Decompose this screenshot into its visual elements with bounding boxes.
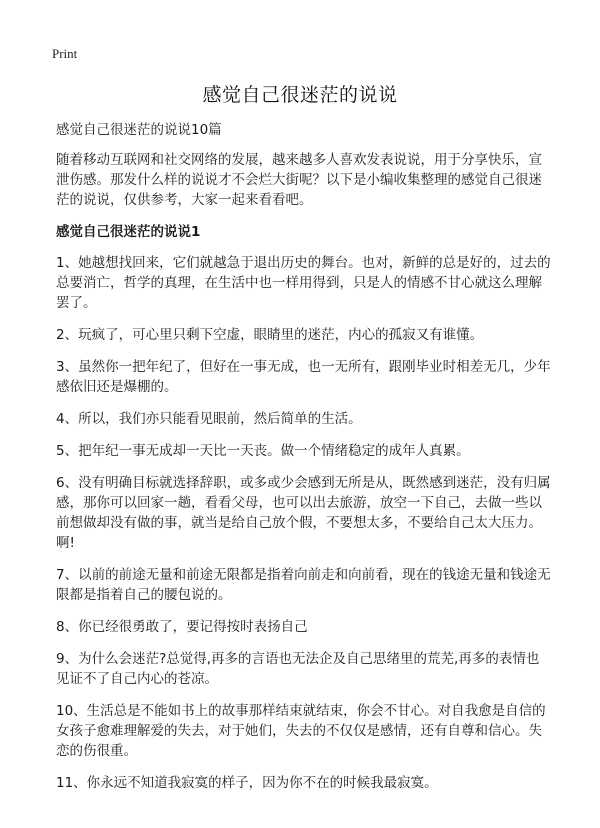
- list-item: 10、生活总是不能如书上的故事那样结束就结束，你会不甘心。对自我愈是自信的女孩子愈难理解爱的失去，对于她们，失去的不仅仅是感情，还有自尊和信心。失恋的伤很重。: [56, 703, 546, 759]
- list-item: 6、没有明确目标就选择辞职，或多或少会感到无所是从，既然感到迷茫，没有归属感，那你可以回家一趟，看看父母，也可以出去旅游，放空一下自己，去做一些以前想做却没有做的事，就当是给自己放个假，不要想太多，不要给自己太大压力。啊!: [56, 475, 551, 551]
- list-item: 5、把年纪一事无成却一天比一天丧。做一个情绪稳定的成年人真累。: [56, 443, 470, 459]
- list-item: 7、以前的前途无量和前途无限都是指着向前走和向前看，现在的钱途无量和钱途无限都是指着自己的腰包说的。: [56, 567, 551, 603]
- print-link[interactable]: Print: [52, 46, 78, 61]
- list-item: 3、虽然你一把年纪了，但好在一事无成，也一无所有，跟刚毕业时相差无几，少年感依旧还是爆棚的。: [56, 359, 551, 395]
- intro-paragraph: 随着移动互联网和社交网络的发展，越来越多人喜欢发表说说，用于分享快乐，宣泄伤感。那发什么样的说说才不会烂大街呢？以下是小编收集整理的感觉自己很迷茫的说说，仅供参考，大家一起来看看吧。: [56, 152, 542, 208]
- document-subtitle: 感觉自己很迷茫的说说10篇: [56, 122, 222, 138]
- list-item: 4、所以，我们亦只能看见眼前，然后简单的生活。: [56, 411, 362, 427]
- list-item: 8、你已经很勇敢了，要记得按时表扬自己: [56, 619, 308, 635]
- list-item: 11、你永远不知道我寂寞的样子，因为你不在的时候我最寂寞。: [56, 775, 438, 791]
- list-item: 2、玩疯了，可心里只剩下空虚，眼睛里的迷茫，内心的孤寂又有谁懂。: [56, 327, 484, 343]
- list-item: 1、她越想找回来，它们就越急于退出历史的舞台。也对，新鲜的总是好的，过去的总要消亡，哲学的真理，在生活中也一样用得到，只是人的情感不甘心就这么理解罢了。: [56, 255, 551, 311]
- page-title: 感觉自己很迷茫的说说: [202, 84, 398, 106]
- section-heading: 感觉自己很迷茫的说说1: [56, 224, 201, 240]
- document-body: [56, 120, 552, 805]
- list-item: 9、为什么会迷茫?总觉得,再多的言语也无法企及自己思绪里的荒芜,再多的表情也见证不了自己内心的苍凉。: [56, 651, 540, 687]
